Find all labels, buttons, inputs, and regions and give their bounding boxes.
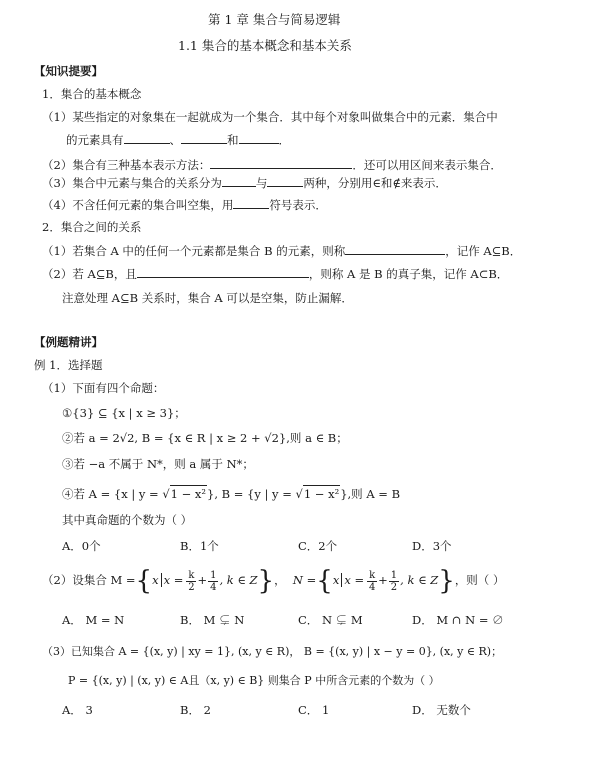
q2-pre: （2）设集合 M = bbox=[42, 573, 136, 587]
p1-line4 bbox=[42, 197, 327, 213]
q1-s2-b: },则 a ∈ B； bbox=[278, 431, 348, 445]
q2-m-eq: x = bbox=[163, 573, 184, 587]
q1-s4-a: ④若 A = {x | y = bbox=[62, 487, 163, 501]
q2-option-b: B． M ⊊ N bbox=[180, 613, 245, 627]
blank-property-2 bbox=[181, 132, 227, 144]
q2-n-brace-open: { bbox=[316, 566, 333, 596]
p1-line1b bbox=[66, 132, 290, 148]
q1-s2-a: ②若 a = 2√2, B = {x ∈ R | x ≥ 2 + bbox=[62, 431, 265, 445]
q2-m-brace-close: } bbox=[257, 566, 275, 596]
p1-l4-pre: （4）不含任何元素的集合叫空集，用 bbox=[42, 198, 234, 212]
q3-option-c: C． 1 bbox=[298, 703, 330, 717]
p2-l1-post: ，记作 A⊆B． bbox=[445, 244, 522, 258]
p1-l3-mid: 与 bbox=[255, 176, 268, 190]
q3-option-b: B． 2 bbox=[180, 703, 211, 717]
blank-property-1 bbox=[124, 132, 170, 144]
blank-subset bbox=[345, 243, 445, 255]
q2-m-frac1 bbox=[186, 570, 196, 593]
q1-stem: （1）下面有四个命题： bbox=[42, 381, 165, 395]
q2-m-brace-open: { bbox=[135, 566, 153, 596]
q1-ask: 其中真命题的个数为（ ） bbox=[62, 513, 193, 527]
p2-note: 注意处理 A⊆B 关系时，集合 A 可以是空集，防止漏解． bbox=[62, 291, 353, 305]
p1-l1b-pre: 的元素具有 bbox=[66, 133, 124, 147]
q2-n-x: x bbox=[332, 573, 340, 587]
q2-n-plus: + bbox=[378, 573, 388, 587]
p1-line2 bbox=[42, 157, 502, 173]
q2-n-label: N = bbox=[292, 573, 317, 587]
example-1-title: 例 1．选择题 bbox=[34, 358, 103, 372]
q2-n-frac1 bbox=[367, 570, 377, 593]
q2-end: ，则（ ） bbox=[454, 573, 505, 587]
p1-title: 1．集合的基本概念 bbox=[42, 87, 142, 101]
p2-line2 bbox=[42, 266, 508, 282]
p2-l1-pre: （1）若集合 A 中的任何一个元素都是集合 B 的元素，则称 bbox=[42, 244, 346, 258]
q2-option-a: A． M = N bbox=[62, 613, 125, 627]
knowledge-header: 【知识提要】 bbox=[34, 64, 103, 78]
blank-relation-1 bbox=[222, 175, 256, 187]
q1-s4-sqrt2: √ 1 − x² bbox=[295, 487, 340, 501]
q1-option-a: A．0个 bbox=[62, 539, 101, 553]
q1-statement-1: ①{3} ⊆ {x | x ≥ 3}； bbox=[62, 406, 186, 420]
q1-option-c: C．2个 bbox=[298, 539, 338, 553]
q2-n-bar bbox=[341, 573, 364, 587]
q1-statement-2 bbox=[62, 430, 348, 446]
q2-m-bar bbox=[161, 573, 184, 587]
q1-option-d: D．3个 bbox=[412, 539, 452, 553]
q1-option-b: B．1个 bbox=[180, 539, 219, 553]
q3-line1: （3）已知集合 A = {(x, y) | xy = 1}, (x, y ∈ R)， B = {(x, y) | x − y = 0}, (x, y ∈ R)； bbox=[42, 645, 503, 658]
q1-statement-4 bbox=[62, 485, 400, 502]
p1-l1b-end: ． bbox=[278, 133, 290, 147]
p1-l1b-sep2: 和 bbox=[227, 133, 239, 147]
q3-line2: P = {(x, y) | (x, y) ∈ A且（x, y) ∈ B} 则集合 P 中所含元素的个数为（ ） bbox=[68, 674, 440, 687]
q1-s4-c: },则 A = B bbox=[340, 487, 401, 501]
q2-line: （2）设集合 M ={x x = $\frac{k}{2}$ + $\frac{1}{4}$ , k ∈ Z}， N ={x x = $\frac{k}{4}$ + $\frac{1}{2}$ , k ∈ Z}，则（ ） bbox=[42, 566, 505, 596]
p1-l2-post: ．还可以用区间来表示集合． bbox=[352, 158, 502, 172]
q2-option-d: D． M ∩ N = ∅ bbox=[412, 613, 504, 627]
q2-m-f1d: 2 bbox=[188, 581, 195, 593]
q2-m-frac2 bbox=[208, 570, 218, 593]
q2-n-f2d: 2 bbox=[390, 581, 398, 593]
q1-s4-rad2: 1 − x² bbox=[303, 487, 340, 501]
p1-line3 bbox=[42, 175, 447, 191]
p1-l2-pre: （2）集合有三种基本表示方法： bbox=[42, 158, 211, 172]
p1-l3-pre: （3）集合中元素与集合的关系分为 bbox=[42, 176, 222, 190]
p1-l4-post: 符号表示． bbox=[269, 198, 327, 212]
q2-n-f1d: 4 bbox=[368, 581, 376, 593]
q1-statement-3: ③若 −a 不属于 N*，则 a 属于 N*； bbox=[62, 457, 254, 471]
blank-proper-subset bbox=[137, 266, 309, 278]
blank-relation-2 bbox=[267, 175, 303, 187]
p2-l2-pre: （2）若 A⊆B，且 bbox=[42, 267, 137, 281]
q2-m-plus: + bbox=[197, 573, 208, 587]
q2-m-x: x bbox=[152, 573, 159, 587]
q2-n-f2n: 1 bbox=[390, 569, 398, 581]
q2-n-f1n: k bbox=[369, 569, 376, 581]
q2-m-tail: , k ∈ Z bbox=[219, 573, 258, 587]
p2-line1 bbox=[42, 243, 521, 259]
q1-s2-sqrt bbox=[264, 430, 279, 446]
q3-option-a: A． 3 bbox=[62, 703, 93, 717]
blank-property-3 bbox=[239, 132, 279, 144]
p1-l3-post: 两种，分别用∈和∉来表示． bbox=[303, 176, 447, 190]
q2-m-f2d: 4 bbox=[210, 581, 217, 593]
chapter-title: 第 1 章 集合与简易逻辑 bbox=[208, 12, 341, 27]
p1-line1: （1）某些指定的对象集在一起就成为一个集合．其中每个对象叫做集合中的元素．集合中 bbox=[42, 110, 498, 124]
q2-option-c: C． N ⊊ M bbox=[298, 613, 363, 627]
q1-s2-rad: √2 bbox=[264, 431, 279, 445]
q2-m-f2n: 1 bbox=[210, 569, 217, 581]
q1-s4-rad1: 1 − x² bbox=[170, 487, 207, 501]
p2-title: 2．集合之间的关系 bbox=[42, 220, 142, 234]
q1-s4-b: }, B = {y | y = bbox=[207, 487, 296, 501]
section-title: 1.1 集合的基本概念和基本关系 bbox=[178, 38, 352, 53]
q3-option-d: D． 无数个 bbox=[412, 703, 471, 717]
q2-m-f1n: k bbox=[188, 569, 195, 581]
blank-empty-set bbox=[233, 197, 269, 209]
q2-n-eq: x = bbox=[344, 573, 365, 587]
p2-l2-post: ，则称 A 是 B 的真子集，记作 A⊂B． bbox=[308, 267, 509, 281]
p1-l1b-sep1: 、 bbox=[169, 133, 181, 147]
q1-s4-sqrt1: √ 1 − x² bbox=[162, 487, 207, 501]
blank-representation bbox=[210, 157, 352, 169]
examples-header: 【例题精讲】 bbox=[34, 335, 103, 349]
q2-n-tail: , k ∈ Z bbox=[400, 573, 439, 587]
q2-n-frac2 bbox=[389, 570, 399, 593]
q2-n-brace-close: } bbox=[438, 566, 455, 596]
